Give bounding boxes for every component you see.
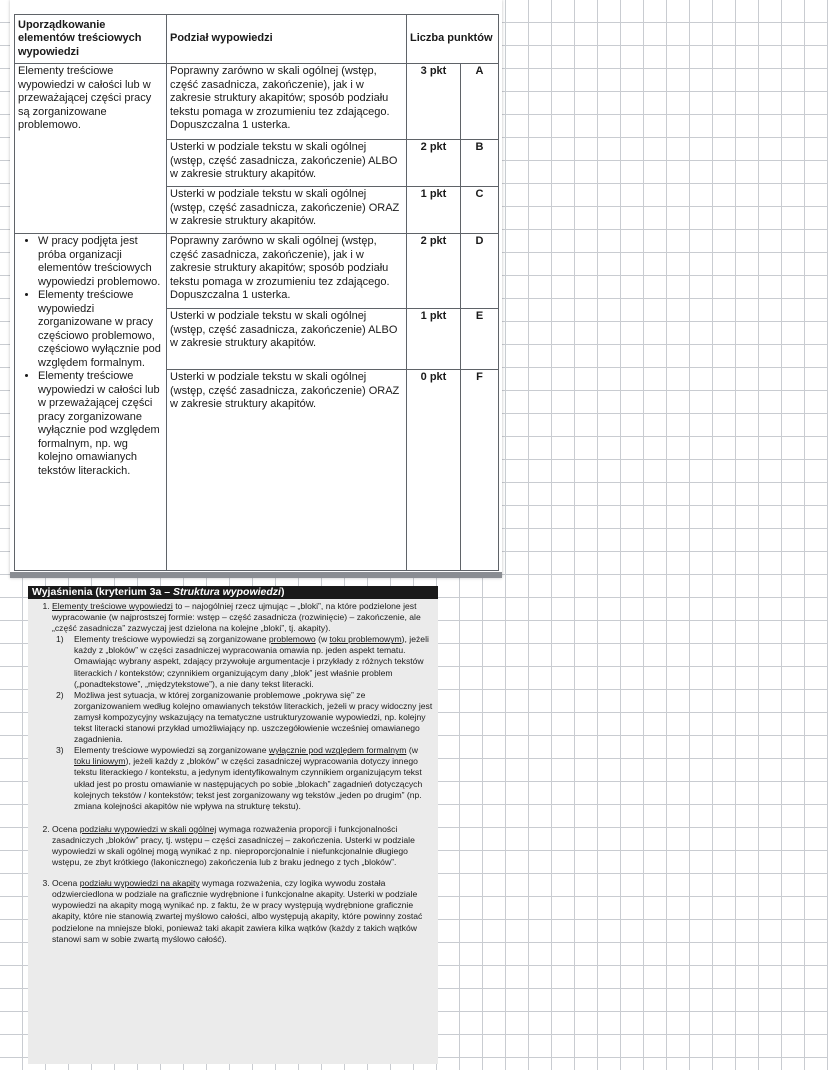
division-cell: Usterki w podziale tekstu w skali ogólnej (wstęp, część zasadnicza, zakończenie) ORAZ w zakresie struktury akapitów. — [167, 187, 407, 234]
criterion-list — [18, 235, 163, 478]
list-item: • W pracy podjęta jest próba organizacji elementów treściowych wypowiedzi problemowo. — [38, 235, 163, 289]
header-points: Liczba punktów — [407, 15, 499, 64]
explanations-panel — [28, 586, 438, 1064]
points-cell: 2 pkt — [407, 140, 461, 187]
letter-cell: B — [461, 140, 499, 187]
points-cell: 0 pkt — [407, 370, 461, 571]
list-item: • Elementy treściowe wypowiedzi w całości lub w przeważającej części pracy zorganizowane wyłącznie pod względem formalnym, np. wg kolejno omawianych tekstów literackich. — [38, 370, 163, 478]
points-cell: 1 pkt — [407, 187, 461, 234]
sub-list — [52, 634, 434, 812]
division-cell: Usterki w podziale tekstu w skali ogólnej (wstęp, część zasadnicza, zakończenie) ORAZ w zakresie struktury akapitów. — [167, 370, 407, 571]
rubric-table — [14, 14, 499, 571]
letter-cell: A — [461, 64, 499, 140]
letter-cell: F — [461, 370, 499, 571]
points-cell: 1 pkt — [407, 309, 461, 370]
list-item: • Elementy treściowe wypowiedzi zorganizowane w pracy częściowo problemowo, częściowo wyłącznie pod względem formalnym. — [38, 289, 163, 370]
division-cell: Usterki w podziale tekstu w skali ogólnej (wstęp, część zasadnicza, zakończenie) ALBO w zakresie struktury akapitów. — [167, 140, 407, 187]
division-cell: Usterki w podziale tekstu w skali ogólnej (wstęp, część zasadnicza, zakończenie) ALBO w zakresie struktury akapitów. — [167, 309, 407, 370]
list-item: 1. Elementy treściowe wypowiedzi to – najogólniej rzecz ujmując – „bloki”, na które podzielone jest wypracowanie (w najprostszej formie: wstęp – część zasadnicza (rozwinięcie) – zakończenie, ale „część zasadnicza” zazwyczaj jest dzielona na kolejne „bloki”, tj. akapity). Elementy treściowe wypowiedzi są zorganizowane problemowo (w toku problemowym), jeżeli każdy z „bloków” w części zasadniczej wypracowania omawia np. jeden aspekt tematu. Omawiając wybrany aspekt, zdający przywołuje argumentacje i przykłady z różnych tekstów literackich / kontekstów; czynnikiem organizującym dany „blok” jest właśnie problem („ponadtekstowe”, „międzytekstowe”), a nie dany tekst literacki. Możliwa jest sytuacja, w której zorganizowanie problemowe „pokrywa się” ze zorganizowaniem według kolejno omawianych tekstów literackich, jeżeli w pracy widoczny jest zamysł kompozycyjny wskazujący na tematyczne ustrukturyzowanie wypowiedzi, np. kolejny tekst literacki stanowi przykład umożliwiający np. uszczegółowienie wcześniej omawianego zagadnienia. Elementy treściowe wypowiedzi są zorganizowane wyłącznie pod względem formalnym (w toku liniowym), jeżeli każdy z „bloków” w części zasadniczej wypracowania dotyczy innego tekstu literackiego / kontekstu, a jedynym identyfikowalnym czynnikiem organizującym tekst układ jest po prostu omawianie w następujących po sobie „blokach” zagadnień dotyczących kolejnych tekstów / kontekstów; tekst jest zorganizowany wg tekstów „jeden po drugim” (np. zmiana kolejności akapitów nie wpływa na strukturę tekstu). — [52, 601, 438, 812]
table-row — [15, 234, 499, 309]
letter-cell: E — [461, 309, 499, 370]
list-item: Możliwa jest sytuacja, w której zorganizowanie problemowe „pokrywa się” ze zorganizowaniem według kolejno omawianych tekstów literackich, jeżeli w pracy widoczny jest zamysł kompozycyjny wskazujący na tematyczne ustrukturyzowanie wypowiedzi, np. kolejny tekst literacki stanowi przykład umożliwiający np. uszczegółowienie wcześniej omawianego zagadnienia. — [74, 689, 433, 745]
division-cell: Poprawny zarówno w skali ogólnej (wstęp, część zasadnicza, zakończenie), jak i w zakresie struktury akapitów; sposób podziału tekstu pomaga w zrozumieniu tez zdającego. Dopuszczalna 1 usterka. — [167, 234, 407, 309]
points-cell: 2 pkt — [407, 234, 461, 309]
division-cell: Poprawny zarówno w skali ogólnej (wstęp, część zasadnicza, zakończenie), jak i w zakresie struktury akapitów; sposób podziału tekstu pomaga w zrozumieniu tez zdającego. Dopuszczalna 1 usterka. — [167, 64, 407, 140]
criterion-cell — [15, 234, 167, 571]
criterion-cell: Elementy treściowe wypowiedzi w całości lub w przeważającej części pracy są zorganizowane problemowo. — [15, 64, 167, 234]
page-bottom-bar — [10, 572, 502, 578]
list-item: Elementy treściowe wypowiedzi są zorganizowane problemowo (w toku problemowym), jeżeli każdy z „bloków” w części zasadniczej wypracowania omawia np. jeden aspekt tematu. Omawiając wybrany aspekt, zdający przywołuje argumentacje i przykłady z różnych tekstów literackich / kontekstów; czynnikiem organizującym dany „blok” jest właśnie problem („ponadtekstowe”, „międzytekstowe”), a nie dany tekst literacki. — [74, 634, 429, 689]
letter-cell: C — [461, 187, 499, 234]
table-row — [15, 64, 499, 140]
header-division: Podział wypowiedzi — [167, 15, 407, 64]
list-item: Elementy treściowe wypowiedzi są zorganizowane wyłącznie pod względem formalnym (w toku liniowym), jeżeli każdy z „bloków” w części zasadniczej wypracowania dotyczy innego tekstu literackiego / kontekstu, a jedynym identyfikowalnym czynnikiem organizującym tekst układ jest po prostu omawianie w następujących po sobie „blokach” zagadnień dotyczących kolejnych tekstów / kontekstów; tekst jest zorganizowany wg tekstów „jeden po drugim” (np. zmiana kolejności akapitów nie wpływa na strukturę tekstu). — [74, 745, 423, 811]
points-cell: 3 pkt — [407, 64, 461, 140]
list-item: 3. Ocena podziału wypowiedzi na akapity wymaga rozważenia, czy logika wywodu została odzwierciedlona w podziale na graficznie wydrębnione i funkcjonalne akapity. Usterki w podziale wypowiedzi na akapity mogą wynikać np. z faktu, że w pracy występują wydrębnione graficznie akapity, które nie stanowią zwartej myślowo całości, albo występują akapity, które powinny zostać podzielone na mniejsze bloki, ponieważ taki akapit zawiera kilka wątków (każdy z takich wątków stanowi sam w sobie zwartą myślowo całość). — [52, 878, 438, 945]
list-item: 2. Ocena podziału wypowiedzi w skali ogólnej wymaga rozważenia proporcji i funkcjonalności zasadniczych „bloków” pracy, tj. wstępu – części zasadniczej – zakończenia. Usterki w podziale wypowiedzi w skali ogólnej mogą wynikać z np. nieproporcjonalnie i niefunkcjonalnie długiego wstępu, ze zbyt krótkiego (lakonicznego) zakończenia lub z braku jednego z tych „bloków”. — [52, 824, 438, 868]
letter-cell: D — [461, 234, 499, 309]
explanations-list — [28, 601, 438, 945]
header-order: Uporządkowanie elementów treściowych wypowiedzi — [15, 15, 167, 64]
explanations-title: Wyjaśnienia (kryterium 3a – Struktura wypowiedzi) — [28, 586, 438, 599]
